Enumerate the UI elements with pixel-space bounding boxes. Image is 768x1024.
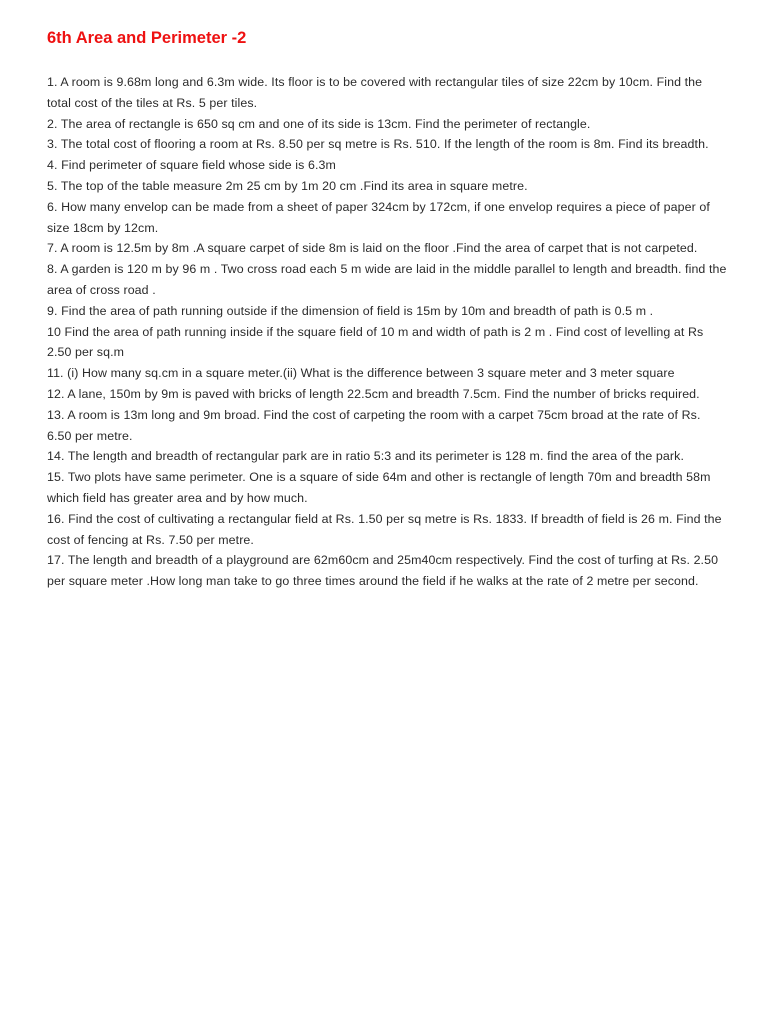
question-item: 6. How many envelop can be made from a sheet of paper 324cm by 172cm, if one envelop requires a piece of paper of size 18cm by 12cm. [47, 199, 710, 235]
question-item: 10 Find the area of path running inside if the square field of 10 m and width of path is 2 m . Find cost of levelling at Rs 2.50 per sq.m [47, 324, 704, 360]
question-item: 5. The top of the table measure 2m 25 cm by 1m 20 cm .Find its area in square metre. [47, 178, 528, 193]
question-list [47, 72, 727, 592]
document-title: 6th Area and Perimeter -2 [47, 29, 247, 47]
question-item: 4. Find perimeter of square field whose side is 6.3m [47, 158, 336, 173]
question-item: 7. A room is 12.5m by 8m .A square carpet of side 8m is laid on the floor .Find the area of carpet that is not carpeted. [47, 241, 698, 256]
document-page [47, 28, 727, 592]
question-item: 14. The length and breadth of rectangular park are in ratio 5:3 and its perimeter is 128 m. find the area of the park. [47, 449, 684, 464]
question-item: 16. Find the cost of cultivating a rectangular field at Rs. 1.50 per sq metre is Rs. 1833. If breadth of field is 26 m. Find the cost of fencing at Rs. 7.50 per metre. [47, 511, 722, 547]
question-item: 2. The area of rectangle is 650 sq cm and one of its side is 13cm. Find the perimeter of rectangle. [47, 116, 591, 131]
question-item: 1. A room is 9.68m long and 6.3m wide. Its floor is to be covered with rectangular tiles of size 22cm by 10cm. Find the total cost of the tiles at Rs. 5 per tiles. [47, 75, 703, 110]
question-item: 13. A room is 13m long and 9m broad. Find the cost of carpeting the room with a carpet 75cm broad at the rate of Rs. 6.50 per metre. [47, 407, 701, 443]
question-item: 12. A lane, 150m by 9m is paved with bricks of length 22.5cm and breadth 7.5cm. Find the number of bricks required. [47, 386, 700, 401]
question-item: 17. The length and breadth of a playground are 62m60cm and 25m40cm respectively. Find the cost of turfing at Rs. 2.50 per square meter .How long man take to go three times around the field if he walks at the rate of 2 metre per second. [47, 553, 719, 589]
question-item: 3. The total cost of flooring a room at Rs. 8.50 per sq metre is Rs. 510. If the length of the room is 8m. Find its breadth. [47, 137, 709, 152]
question-item: 11. (i) How many sq.cm in a square meter.(ii) What is the difference between 3 square meter and 3 meter square [47, 366, 675, 381]
question-item: 9. Find the area of path running outside if the dimension of field is 15m by 10m and breadth of path is 0.5 m . [47, 303, 654, 318]
question-item: 8. A garden is 120 m by 96 m . Two cross road each 5 m wide are laid in the middle parallel to length and breadth. find the area of cross road . [47, 262, 727, 297]
question-item: 15. Two plots have same perimeter. One is a square of side 64m and other is rectangle of length 70m and breadth 58m which field has greater area and by how much. [47, 470, 711, 505]
